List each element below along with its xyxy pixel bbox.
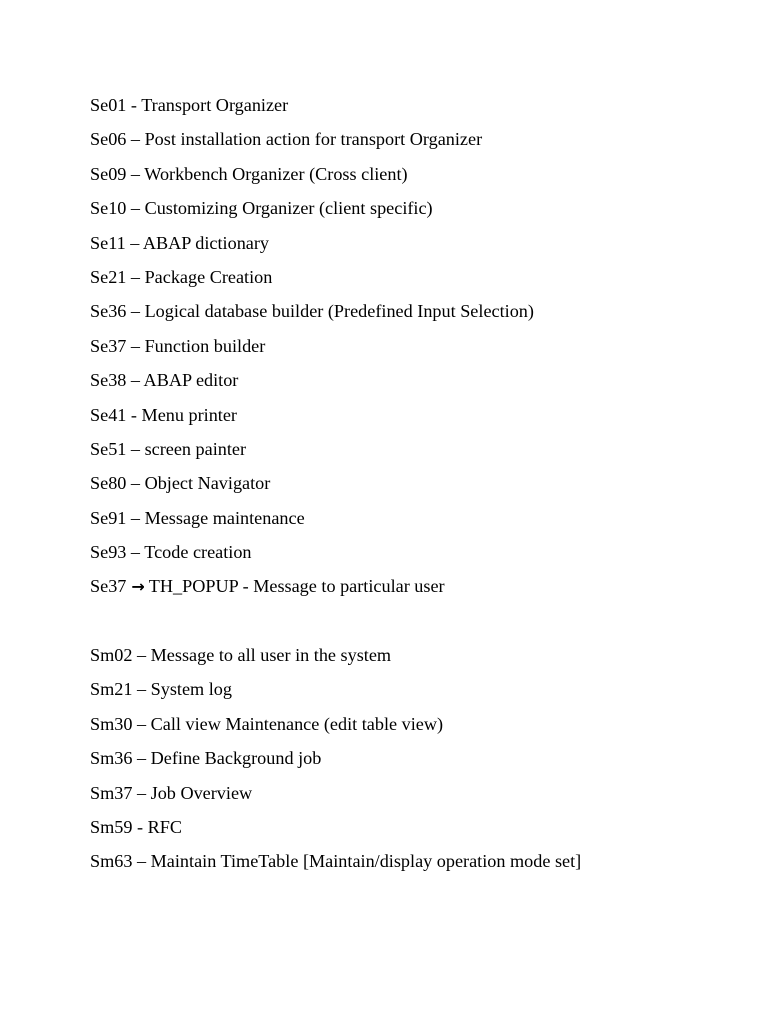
se-transaction-list (90, 90, 534, 606)
se-line: Se91 – Message maintenance (90, 507, 305, 528)
sm-line: Sm30 – Call view Maintenance (edit table view) (90, 713, 444, 734)
se-line: Se93 – Tcode creation (90, 542, 252, 563)
sm-transaction-list (90, 640, 581, 881)
sm-line: Sm36 – Define Background job (90, 748, 322, 769)
se-line: Se01 - Transport Organizer (90, 95, 289, 115)
sm-line: Sm02 – Message to all user in the system (90, 645, 392, 665)
sm-line: Sm63 – Maintain TimeTable [Maintain/display operation mode set] (90, 851, 582, 872)
sm-line: Sm59 - RFC (90, 816, 182, 837)
sm-line: Sm21 – System log (90, 679, 232, 700)
se-line: Se51 – screen painter (90, 438, 247, 459)
se-line: Se11 – ABAP dictionary (90, 232, 270, 253)
sm-line: Sm37 – Job Overview (90, 782, 253, 803)
se37-popup-text: TH_POPUP - Message to particular user (148, 576, 445, 597)
se-line: Se80 – Object Navigator (90, 473, 271, 494)
se-line: Se10 – Customizing Organizer (client specific) (90, 198, 433, 219)
se-line: Se21 – Package Creation (90, 266, 273, 287)
se-line: Se37 – Function builder (90, 335, 266, 356)
right-arrow-icon: → (131, 577, 145, 597)
se-line: Se09 – Workbench Organizer (Cross client) (90, 163, 408, 184)
se-line: Se06 – Post installation action for transport Organizer (90, 129, 483, 150)
se37-code: Se37 (90, 576, 127, 597)
se-line: Se38 – ABAP editor (90, 370, 239, 391)
se-line: Se36 – Logical database builder (Predefined Input Selection) (90, 301, 534, 322)
se37-popup-line (90, 571, 534, 605)
se-line: Se41 - Menu printer (90, 404, 237, 425)
